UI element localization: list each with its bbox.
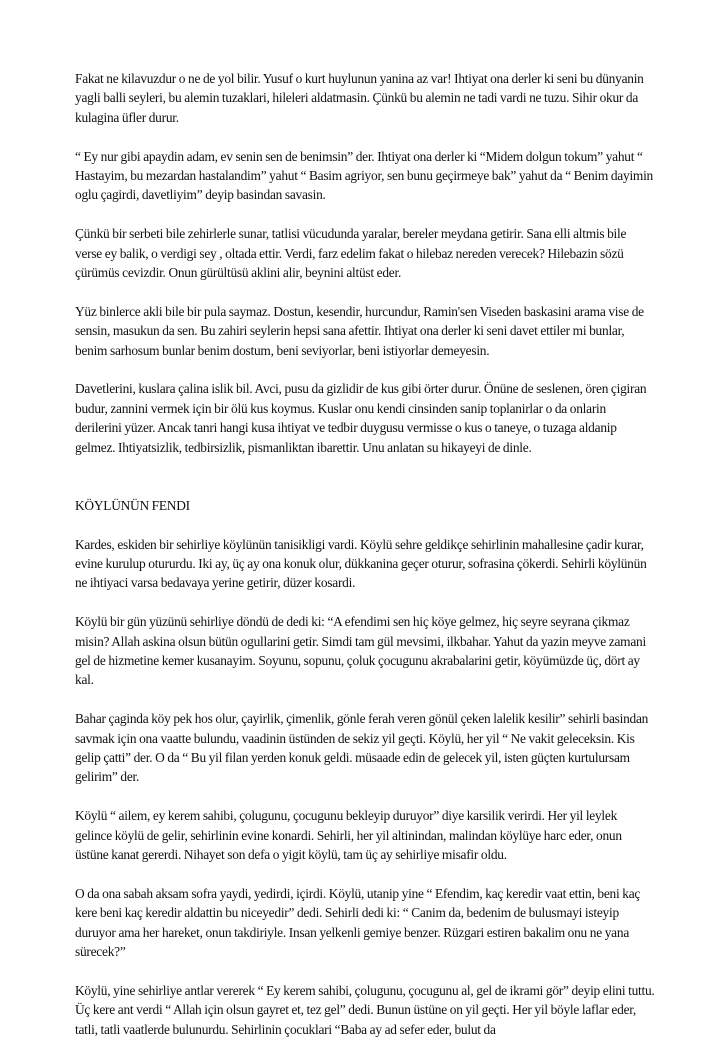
paragraph-intro-5: Davetlerini, kuslara çalina islik bil. Avci, pusu da gizlidir de kus gibi örter durur. Önüne de seslenen, ören çigiran budur, zannini vermek için bir ölü kus koymus. Kuslar onu kendi cinsinden sanip toplanirlar o da onlarin derilerini yüzer. Ancak tanri hangi kusa ihtiyat ve tedbir duygusu vermisse o kus o taneye, o tuzaga aldanip gelmez. Ihtiyatsizlik, tedbirsizlik, pismanliktan ibarettir. Unu anlatan su hikayeyi de dinle. [75, 381, 647, 455]
paragraph-story-6: Köylü, yine sehirliye antlar vererek “ Ey kerem sahibi, çolugunu, çocugunu al, gel de ikrami gör” deyip elini tuttu. Üç kere ant verdi “ Allah için olsun gayret et, tez gel” dedi. Bunun üstüne on yil geçti. Her yil böyle laflar eder, tatli, tatli vaatlerde bulunurdu. Sehirlinin çocuklari “Baba ay ad sefer eder, bulut da [75, 982, 655, 1037]
document-page [75, 69, 655, 1059]
section-title: KÖYLÜNÜN FENDI [75, 497, 190, 513]
paragraph-intro-2: “ Ey nur gibi apaydin adam, ev senin sen de benimsin” der. Ihtiyat ona derler ki “Midem dolgun tokum” yahut “ Hastayim, bu mezardan hastalandim” yahut “ Basim agriyor, sen bunu geçirmeye bak” yahut da “ Benim dayimin oglu çagirdi, davetliyim” deyip basindan savasin. [75, 148, 653, 203]
paragraph-intro-4: Yüz binlerce akli bile bir pula saymaz. Dostun, kesendir, hurcundur, Ramin'sen Viseden baskasini arama vise de sensin, masukun da sen. Bu zahiri seylerin hepsi sana afettir. Ihtiyat ona derler ki seni davet ettiler mi bunlar, benim sarhosum bunlar benim dostum, beni seviyorlar, beni istiyorlar demeyesin. [75, 303, 644, 358]
paragraph-story-5: O da ona sabah aksam sofra yaydi, yedirdi, içirdi. Köylü, utanip yine “ Efendim, kaç keredir vaat ettin, beni kaç kere beni kaç keredir aldattin bu niceyedir” dedi. Sehirli dedi ki: “ Canim da, bedenim de bulusmayi isteyip duruyor ama her hareket, onun takdiriyle. Insan yelkenli gemiye benzer. Rüzgari estiren bakalim onu ne yana sürecek?” [75, 885, 641, 960]
paragraph-story-3: Bahar çaginda köy pek hos olur, çayirlik, çimenlik, gönle ferah veren gönül çeken lalelik kesilir” sehirli basindan savmak için ona vaatte bulundu, vaadinin üstünden de sekiz yil geçti. Köylü, her yil “ Ne vakit geleceksin. Kis gelip çatti” der. O da “ Bu yil filan yerden konuk geldi. müsaade edin de gelecek yil, isten güçten kurtulursam gelirim” der. [75, 711, 649, 785]
paragraph-story-2: Köylü bir gün yüzünü sehirliye döndü de dedi ki: “A efendimi sen hiç köye gelmez, hiç seyre seyrana çikmaz misin? Allah askina olsun bütün ogullarini getir. Simdi tam gül mevsimi, ilkbahar. Yahut da yazin meyve zamani gel de hizmetine kemer kusanayim. Soyunu, sopunu, çoluk çocugunu akrabalarini getir, köyümüzde üç, dört ay kal. [75, 614, 646, 688]
paragraph-intro-3: Çünkü bir serbeti bile zehirlerle sunar, tatlisi vücudunda yaralar, bereler meydana getirir. Sana elli altmis bile verse ey balik, o verdigi sey , oltada ettir. Verdi, farz edelim fakat o hilebaz nereden verecek? Hilebazin sözü çürümüs cevizdir. Onun gürültüsü aklini alir, beynini altüst eder. [75, 226, 627, 281]
paragraph-story-1: Kardes, eskiden bir sehirliye köylünün tanisikligi vardi. Köylü sehre geldikçe sehirlinin mahallesine çadir kurar, evine kurulup otururdu. Iki ay, üç ay ona konuk olur, dükkanina geçer oturur, sofrasina çökerdi. Sehirli köylünün ne ihtiyaci varsa bedavaya yerine getirir, düzer kosardi. [75, 536, 647, 591]
section-spacer [75, 476, 655, 495]
paragraph-intro-1: Fakat ne kilavuzdur o ne de yol bilir. Yusuf o kurt huylunun yanina az var! Ihtiyat ona derler ki seni bu dünyanin yagli balli seyleri, bu alemin tuzaklari, hileleri aldatmasin. Çünkü bu alemin ne tadi vardi ne tuzu. Sihir okur da kulagina üfler durur. [75, 71, 644, 125]
paragraph-story-4: Köylü “ ailem, ey kerem sahibi, çolugunu, çocugunu bekleyip duruyor” diye karsilik verirdi. Her yil leylek gelince köylü de gelir, sehirlinin evine konardi. Sehirli, her yil altinindan, malindan köylüye harc eder, onun üstüne kanat gererdi. Nihayet son defa o yigit köylü, tam üç ay sehirliye misafir oldu. [75, 808, 622, 863]
